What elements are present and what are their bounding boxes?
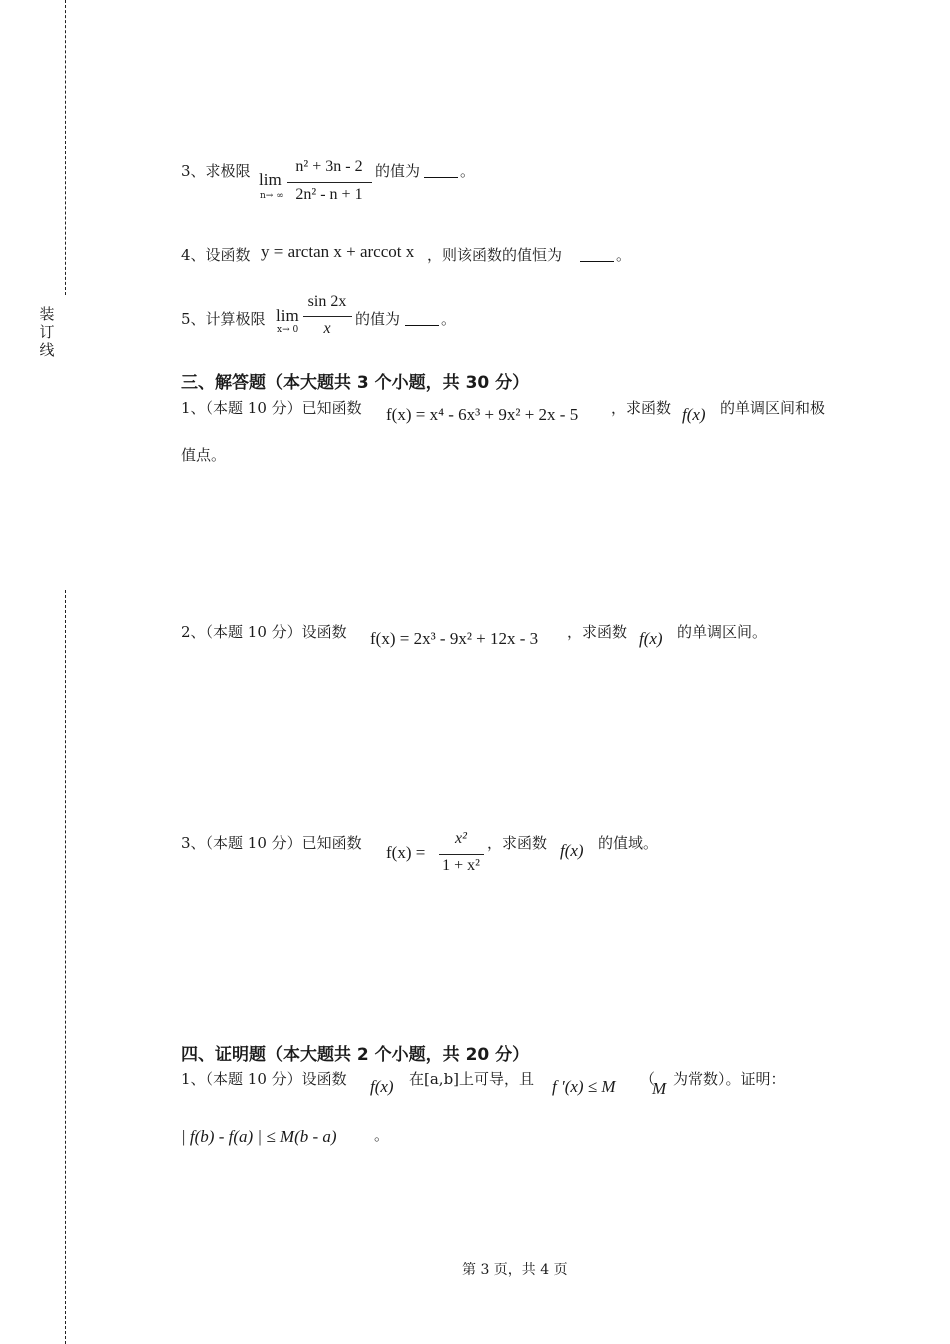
lim-subscript: n→ ∞ xyxy=(260,191,284,201)
page-number: 第 3 页，共 4 页 xyxy=(462,1262,568,1278)
binding-char: 订 xyxy=(39,323,55,341)
constant-M: M xyxy=(652,1079,667,1098)
question-end: 。 xyxy=(460,162,476,180)
lim-word: lim xyxy=(276,306,299,325)
fraction-denominator: x xyxy=(323,320,331,337)
paren-open: （ xyxy=(640,1070,656,1088)
question-continuation: 值点。 xyxy=(181,446,227,464)
question-prefix: 1、（本题 10 分）设函数 xyxy=(181,1070,347,1088)
function-name: f(x) xyxy=(682,405,706,424)
question-prefix: 5、计算极限 xyxy=(181,310,266,328)
question-mid: ，求函数 xyxy=(487,834,548,852)
question-prefix: 2、（本题 10 分）设函数 xyxy=(181,623,347,641)
question-suffix: 的值为 xyxy=(355,310,401,328)
lim-subscript: x→ 0 xyxy=(277,325,299,335)
function-name: f(x) xyxy=(560,841,584,860)
math-expression: f(x) = x⁴ - 6x³ + 9x² + 2x - 5 xyxy=(386,405,579,424)
question-end: 。 xyxy=(616,246,632,264)
function-name: f(x) xyxy=(639,629,663,648)
question-mid: ，求函数 xyxy=(611,399,672,417)
fraction-numerator: sin 2x xyxy=(307,293,347,310)
question-prefix: 4、设函数 xyxy=(181,246,251,264)
fraction-numerator: x² xyxy=(455,830,467,847)
question-suffix: ，则该函数的值恒为 xyxy=(427,246,563,264)
answer-blank[interactable] xyxy=(405,311,439,326)
fraction-denominator: 2n² - n + 1 xyxy=(295,186,363,203)
proof-claim: | f(b) - f(a) | ≤ M(b - a) xyxy=(181,1127,337,1146)
binding-line-bottom xyxy=(65,590,66,1344)
question-suffix: 的值域。 xyxy=(598,834,659,852)
question-prefix: 3、（本题 10 分）已知函数 xyxy=(181,834,362,852)
function-lhs: f(x) = xyxy=(386,843,426,862)
question-suffix: 为常数）。证明： xyxy=(673,1070,786,1088)
fraction-bar xyxy=(439,854,484,855)
question-prefix: 3、求极限 xyxy=(181,162,251,180)
binding-line-top xyxy=(65,0,66,295)
question-suffix: 的单调区间。 xyxy=(677,623,768,641)
question-mid: 在[a,b]上可导，且 xyxy=(409,1070,535,1088)
section-title: 三、解答题（本大题共 3 个小题，共 30 分） xyxy=(181,373,530,393)
section-title: 四、证明题（本大题共 2 个小题，共 20 分） xyxy=(181,1045,530,1065)
question-suffix: 的值为 xyxy=(375,162,421,180)
fraction-bar xyxy=(303,316,352,317)
math-expression: y = arctan x + arccot x xyxy=(261,242,415,261)
binding-char: 线 xyxy=(39,341,55,359)
fraction-denominator: 1 + x² xyxy=(442,857,480,874)
question-prefix: 1、（本题 10 分）已知函数 xyxy=(181,399,362,417)
fraction-bar xyxy=(287,182,372,183)
binding-label xyxy=(38,305,56,359)
question-mid: ，求函数 xyxy=(567,623,628,641)
derivative-condition: f ′(x) ≤ M xyxy=(552,1077,616,1096)
question-end: 。 xyxy=(374,1126,390,1144)
fraction-numerator: n² + 3n - 2 xyxy=(295,158,363,175)
answer-blank[interactable] xyxy=(424,163,458,178)
binding-char: 装 xyxy=(39,305,55,323)
math-expression: f(x) = 2x³ - 9x² + 12x - 3 xyxy=(370,629,539,648)
question-end: 。 xyxy=(441,310,457,328)
answer-blank[interactable] xyxy=(580,247,614,262)
lim-word: lim xyxy=(259,170,282,189)
function-name: f(x) xyxy=(370,1077,394,1096)
question-suffix: 的单调区间和极 xyxy=(720,399,826,417)
